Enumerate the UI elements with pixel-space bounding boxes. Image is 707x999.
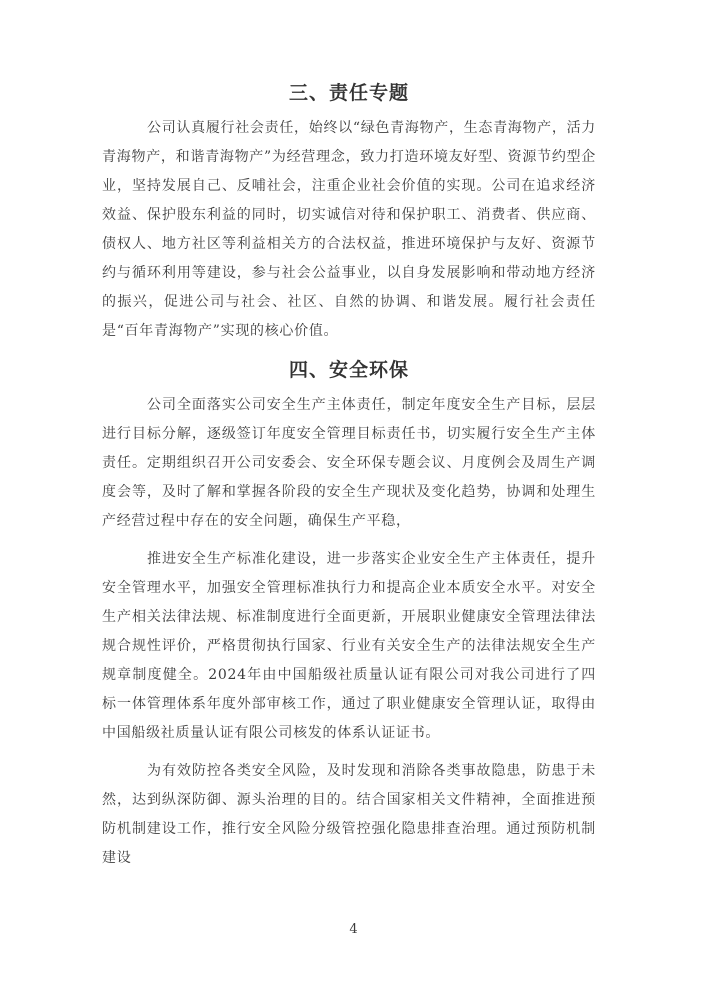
section-heading-responsibility-topics: 三、责任专题 bbox=[288, 82, 409, 104]
section-heading-safety-environment: 四、安全环保 bbox=[288, 359, 409, 381]
page-content bbox=[102, 82, 596, 882]
paragraph-responsibility-1: 公司认真履行社会责任，始终以“绿色青海物产，生态青海物产，活力青海物产，和谐青海物产”为经营理念，致力打造环境友好型、资源节约型企业，坚持发展自己、反哺社会，注重企业社会价值的实现。公司在追求经济效益、保护股东利益的同时，切实诚信对待和保护职工、消费者、供应商、债权人、地方社区等利益相关方的合法权益，推进环境保护与友好、资源节约与循环利用等建设，参与社会公益事业，以自身发展影响和带动地方经济的振兴，促进公司与社会、社区、自然的协调、和谐发展。履行社会责任是“百年青海物产”实现的核心价值。 bbox=[102, 120, 596, 339]
page-number: 4 bbox=[349, 922, 358, 937]
paragraph-safety-3: 为有效防控各类安全风险，及时发现和消除各类事故隐患，防患于未然，达到纵深防御、源头治理的目的。结合国家相关文件精神，全面推进预防机制建设工作，推行安全风险分级管控强化隐患排查治理。通过预防机制建设 bbox=[102, 763, 596, 866]
paragraph-safety-1: 公司全面落实公司安全生产主体责任，制定年度安全生产目标，层层进行目标分解，逐级签订年度安全管理目标责任书，切实履行安全生产主体责任。定期组织召开公司安委会、安全环保专题会议、月度例会及周生产调度会等，及时了解和掌握各阶段的安全生产现状及变化趋势，协调和处理生产经营过程中存在的安全问题，确保生产平稳， bbox=[102, 397, 596, 529]
paragraph-safety-2: 推进安全生产标准化建设，进一步落实企业安全生产主体责任，提升安全管理水平，加强安全管理标准执行力和提高企业本质安全水平。对安全生产相关法律法规、标准制度进行全面更新，开展职业健康安全管理法律法规合规性评价，严格贯彻执行国家、行业有关安全生产的法律法规安全生产规章制度健全。2024年由中国船级社质量认证有限公司对我公司进行了四标一体管理体系年度外部审核工作，通过了职业健康安全管理认证，取得由中国船级社质量认证有限公司核发的体系认证证书。 bbox=[102, 551, 596, 741]
